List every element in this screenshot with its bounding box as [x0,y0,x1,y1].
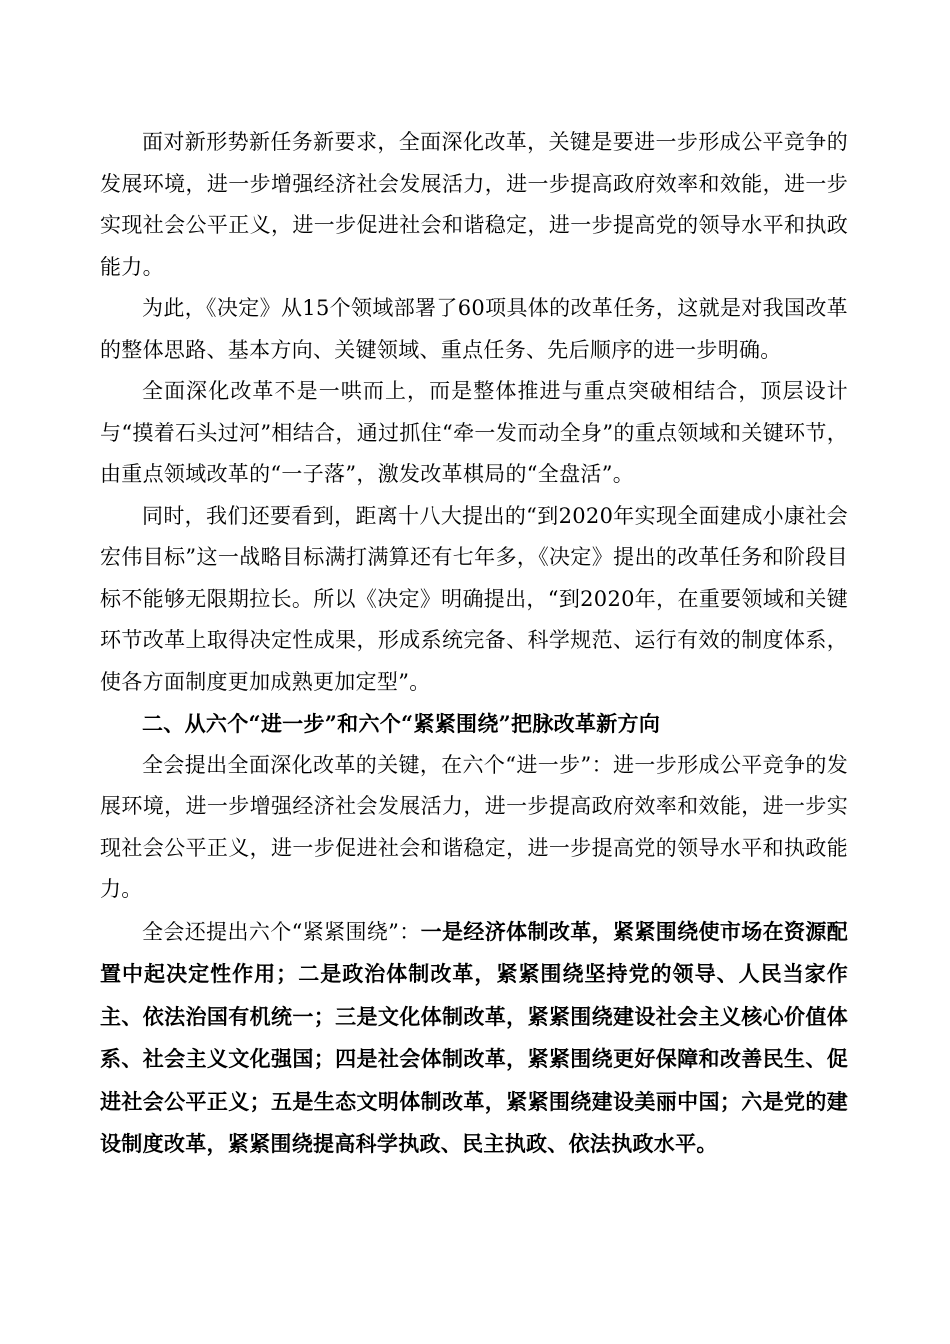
paragraph-3: 全面深化改革不是一哄而上，而是整体推进与重点突破相结合，顶层设计与“摸着石头过河”相结合，通过抓住“牵一发而动全身”的重点领域和关键环节，由重点领域改革的“一子落”，激发改革棋局的“全盘活”。 [100,379,848,486]
paragraph-1: 面对新形势新任务新要求，全面深化改革，关键是要进一步形成公平竞争的发展环境，进一步增强经济社会发展活力，进一步提高政府效率和效能，进一步实现社会公平正义，进一步促进社会和谐稳定，进一步提高党的领导水平和执政能力。 [100,130,848,279]
paragraph-6-bold: 一是经济体制改革，紧紧围绕使市场在资源配置中起决定性作用；二是政治体制改革，紧紧围绕坚持党的领导、人民当家作主、依法治国有机统一；三是文化体制改革，紧紧围绕建设社会主义核心价值体系、社会主义文化强国；四是社会体制改革，紧紧围绕更好保障和改善民生、促进社会公平正义；五是生态文明体制改革，紧紧围绕建设美丽中国；六是党的建设制度改革，紧紧围绕提高科学执政、民主执政、依法执政水平。 [100,918,849,1156]
paragraph-6-lead: 全会还提出六个“紧紧围绕”： [142,919,421,944]
paragraph-4: 同时，我们还要看到，距离十八大提出的“到2020年实现全面建成小康社会宏伟目标”这一战略目标满打满算还有七年多，《决定》提出的改革任务和阶段目标不能够无限期拉长。所以《决定》明确提出，“到2020年，在重要领域和关键环节改革上取得决定性成果，形成系统完备、科学规范、运行有效的制度体系，使各方面制度更加成熟更加定型”。 [100,503,848,694]
paragraph-6 [100,911,848,1166]
document-page [100,122,848,1166]
paragraph-2: 为此，《决定》从15个领域部署了60项具体的改革任务，这就是对我国改革的整体思路、基本方向、关键领域、重点任务、先后顺序的进一步明确。 [100,296,848,362]
paragraph-5: 全会提出全面深化改革的关键，在六个“进一步”：进一步形成公平竞争的发展环境，进一步增强经济社会发展活力，进一步提高政府效率和效能，进一步实现社会公平正义，进一步促进社会和谐稳定，进一步提高党的领导水平和执政能力。 [100,752,848,901]
section-heading: 二、从六个“进一步”和六个“紧紧围绕”把脉改革新方向 [142,711,661,736]
